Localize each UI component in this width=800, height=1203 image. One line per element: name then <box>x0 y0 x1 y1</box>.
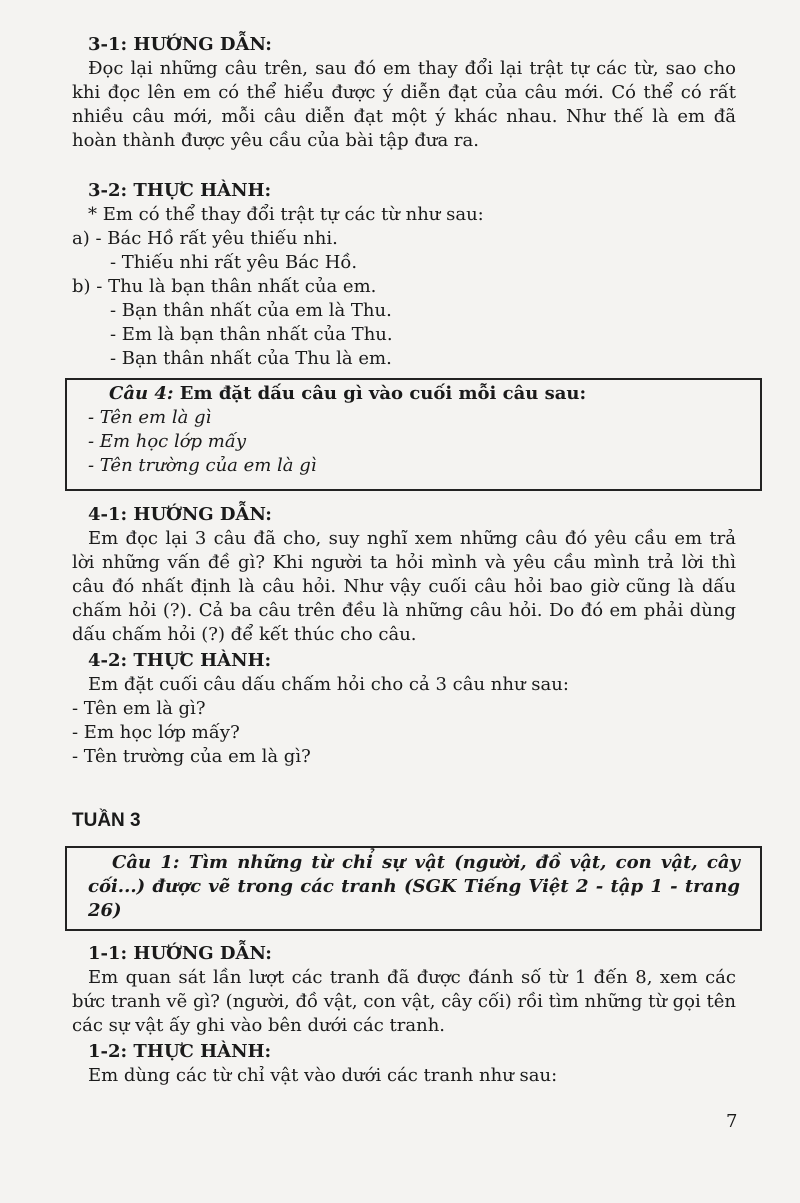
question-title: Em đặt dấu câu gì vào cuối mỗi câu sau: <box>179 383 587 404</box>
item: - Tên em là gì <box>88 407 212 428</box>
line: - Em học lớp mấy? <box>72 722 240 743</box>
line: Em đặt cuối câu dấu chấm hỏi cho cả 3 câu như sau: <box>88 674 569 695</box>
line: - Bạn thân nhất của em là Thu. <box>110 300 392 321</box>
paragraph: Em quan sát lần lượt các tranh đã được đánh số từ 1 đến 8, xem các bức tranh vẽ gì? (người, đồ vật, con vật, cây cối) rồi tìm những từ gọi tên các sự vật ấy ghi vào bên dưới các tranh. <box>72 967 736 1036</box>
heading: 1-2: THỰC HÀNH: <box>88 1041 272 1062</box>
line: - Tên trường của em là gì? <box>72 746 311 767</box>
heading: 1-1: HƯỚNG DẪN: <box>88 943 272 964</box>
question-label: Câu 4: <box>109 383 174 404</box>
week-title: TUẦN 3 <box>72 810 141 831</box>
line: - Tên em là gì? <box>72 698 206 719</box>
section-4-2 <box>72 649 736 769</box>
section-3-1 <box>72 33 736 153</box>
heading: 4-2: THỰC HÀNH: <box>88 650 272 671</box>
section-1-1 <box>72 942 736 1038</box>
heading: 3-2: THỰC HÀNH: <box>88 180 272 201</box>
paragraph: Em đọc lại 3 câu đã cho, suy nghĩ xem những câu đó yêu cầu em trả lời những vấn đề gì? Khi người ta hỏi mình và yêu cầu mình trả lời thì câu đó nhất định là câu hỏi. Như vậy cuối câu hỏi bao giờ cũng là dấu chấm hỏi (?). Cả ba câu trên đều là những câu hỏi. Do đó em phải dùng dấu chấm hỏi (?) để kết thúc cho câu. <box>72 528 736 645</box>
line: b) - Thu là bạn thân nhất của em. <box>72 276 377 297</box>
section-1-2 <box>72 1040 736 1088</box>
line: - Thiếu nhi rất yêu Bác Hồ. <box>110 252 358 273</box>
paragraph: Đọc lại những câu trên, sau đó em thay đổi lại trật tự các từ, sao cho khi đọc lên em có thể hiểu được ý diễn đạt của câu mới. Có thể có rất nhiều câu mới, mỗi câu diễn đạt một ý khác nhau. Như thế là em đã hoàn thành được yêu cầu của bài tập đưa ra. <box>72 58 736 151</box>
question-1-box <box>65 846 762 931</box>
question-4-box <box>65 378 762 491</box>
line: - Bạn thân nhất của Thu là em. <box>110 348 392 369</box>
item: - Em học lớp mấy <box>88 431 247 452</box>
question-text: Câu 1: Tìm những từ chỉ sự vật (người, đồ vật, con vật, cây cối...) được vẽ trong các tranh (SGK Tiếng Việt 2 - tập 1 - trang 26) <box>88 852 740 921</box>
heading: 3-1: HƯỚNG DẪN: <box>88 34 272 55</box>
page-number: 7 <box>726 1111 738 1132</box>
section-4-1 <box>72 503 736 647</box>
line: a) - Bác Hồ rất yêu thiếu nhi. <box>72 228 338 249</box>
heading: 4-1: HƯỚNG DẪN: <box>88 504 272 525</box>
line: Em dùng các từ chỉ vật vào dưới các tranh như sau: <box>88 1065 558 1086</box>
item: - Tên trường của em là gì <box>88 455 317 476</box>
section-3-2 <box>72 179 736 371</box>
line: * Em có thể thay đổi trật tự các từ như sau: <box>88 204 484 225</box>
line: - Em là bạn thân nhất của Thu. <box>110 324 393 345</box>
